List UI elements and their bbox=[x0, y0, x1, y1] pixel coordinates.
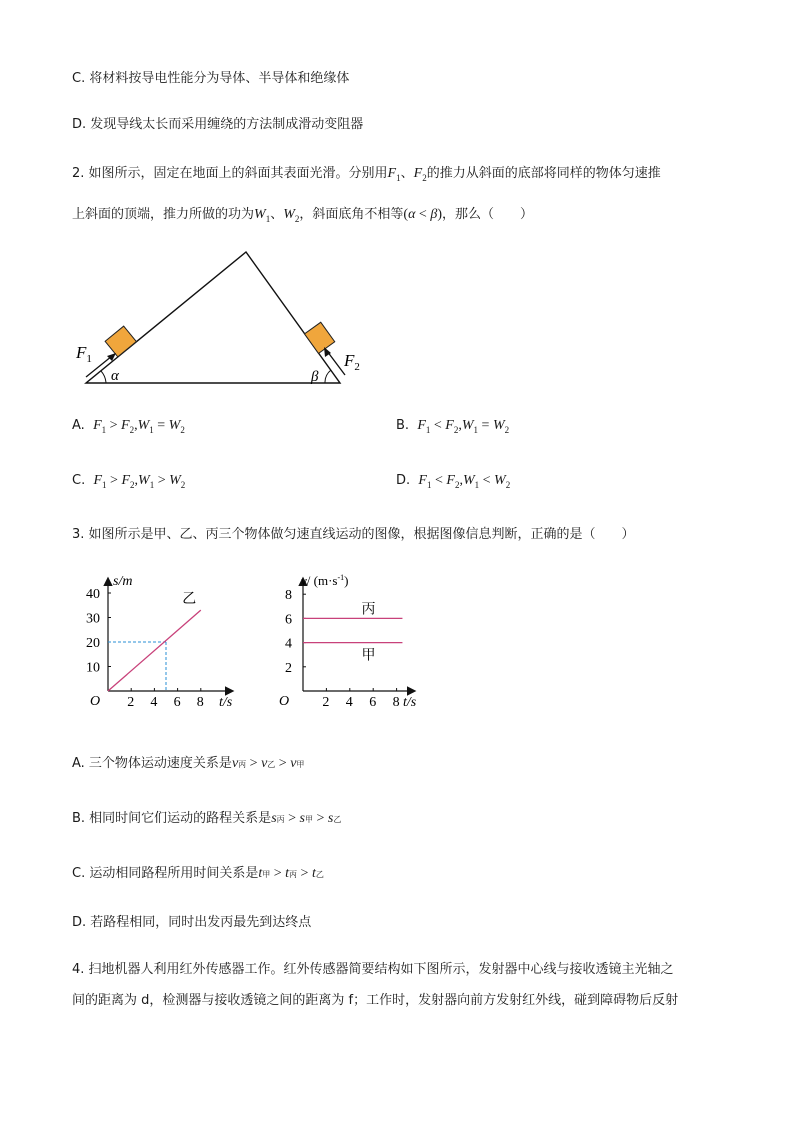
origin-label: O bbox=[279, 694, 290, 709]
q3-option-b[interactable]: B. 相同时间它们运动的路程关系是s丙 > s甲 > s乙 bbox=[72, 811, 342, 826]
q2-stem-line2: 上斜面的顶端，推力所做的功为$W_1$、$W_2$，斜面底角不相等(α < β)，那么（ ） bbox=[72, 207, 533, 224]
series-yi-line bbox=[108, 610, 201, 691]
alpha-arc bbox=[101, 371, 106, 383]
f1-label: $F_1$ bbox=[76, 343, 92, 365]
y-tick-label: 4 bbox=[285, 636, 292, 652]
q1-option-c: C. 将材料按导电性能分为导体、半导体和绝缘体 bbox=[72, 71, 350, 86]
beta-arc bbox=[325, 370, 331, 383]
q3-option-d[interactable]: D. 若路程相同，同时出发丙最先到达终点 bbox=[72, 915, 312, 930]
x-tick-label: 2 bbox=[322, 695, 330, 710]
x-tick-label: 6 bbox=[173, 695, 181, 710]
left-block bbox=[105, 326, 136, 357]
x-axis-label: t/s bbox=[403, 695, 417, 710]
q2-stem-line1: 2. 如图所示，固定在地面上的斜面其表面光滑。分别用$F_1$、$F_2$的推力从斜面的底部将同样的物体匀速推 bbox=[72, 166, 661, 183]
y-tick-label: 30 bbox=[86, 611, 100, 627]
incline-triangle bbox=[86, 252, 340, 383]
y-axis-label: v/ $(m\cdot s^{-1})$ bbox=[301, 573, 349, 588]
f2-label: $F_2$ bbox=[344, 351, 360, 373]
q1-option-d: D. 发现导线太长而采用缠绕的方法制成滑动变阻器 bbox=[72, 117, 364, 132]
x-tick-label: 2 bbox=[127, 695, 135, 710]
beta-label: β bbox=[311, 369, 319, 385]
q3-option-c[interactable]: C. 运动相同路程所用时间关系是t甲 > t丙 > t乙 bbox=[72, 866, 324, 881]
q2-option-a[interactable]: A. $F_1 > F_2,W_1 = W_2$ bbox=[72, 418, 185, 435]
q4-stem-line2: 间的距离为 d，检测器与接收透镜之间的距离为 f；工作时，发射器向前方发射红外线，碰到障碍物后反射 bbox=[72, 993, 679, 1008]
y-tick-label: 6 bbox=[285, 612, 292, 628]
chart-s-t bbox=[80, 565, 250, 715]
x-tick-label: 4 bbox=[150, 695, 158, 710]
series-yi-label: 乙 bbox=[182, 591, 197, 607]
q4-stem-line1: 4. 扫地机器人利用红外传感器工作。红外传感器简要结构如下图所示，发射器中心线与接收透镜主光轴之 bbox=[72, 962, 674, 977]
q2-option-c[interactable]: C. $F_1 > F_2,W_1 > W_2$ bbox=[72, 473, 186, 490]
series-bing-label: 丙 bbox=[361, 602, 376, 618]
y-tick-label: 10 bbox=[86, 660, 100, 676]
series-jia-label: 甲 bbox=[361, 648, 376, 664]
y-tick-label: 20 bbox=[86, 636, 100, 651]
y-axis-label: s/m bbox=[113, 574, 133, 589]
x-tick-label: 8 bbox=[392, 695, 400, 710]
q2-option-d[interactable]: D. $F_1 < F_2,W_1 < W_2$ bbox=[396, 473, 511, 490]
x-tick-label: 4 bbox=[345, 695, 353, 710]
origin-label: O bbox=[90, 694, 101, 709]
chart-v-t bbox=[272, 565, 432, 715]
right-block bbox=[305, 322, 335, 353]
y-tick-label: 8 bbox=[285, 588, 292, 604]
x-axis-label: t/s bbox=[219, 695, 233, 710]
y-tick-label: 40 bbox=[86, 587, 100, 602]
incline-figure bbox=[70, 245, 370, 395]
x-tick-label: 6 bbox=[369, 695, 377, 710]
q3-stem: 3. 如图所示是甲、乙、丙三个物体做匀速直线运动的图像，根据图像信息判断，正确的是（ ） bbox=[72, 527, 635, 542]
q3-option-a[interactable]: A. 三个物体运动速度关系是v丙 > v乙 > v甲 bbox=[72, 756, 305, 771]
q2-option-b[interactable]: B. $F_1 < F_2,W_1 = W_2$ bbox=[396, 418, 510, 435]
y-tick-label: 2 bbox=[285, 660, 292, 676]
alpha-label: α bbox=[111, 368, 119, 384]
x-tick-label: 8 bbox=[196, 695, 204, 710]
